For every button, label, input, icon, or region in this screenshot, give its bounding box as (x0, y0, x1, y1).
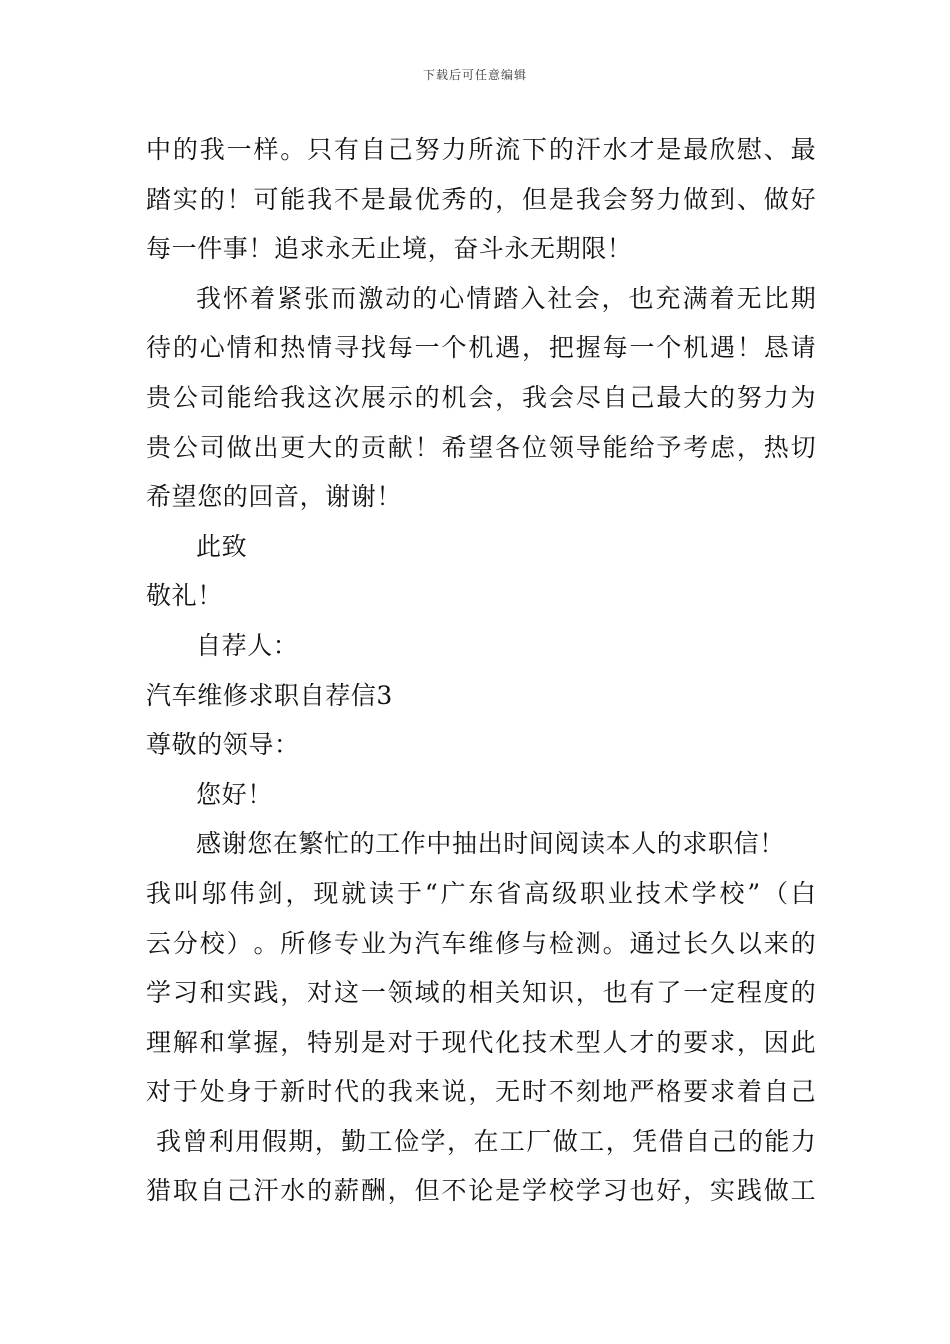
text-line: 我 叫 邬 伟 剑 ， 现 就 读 于 “ 广 东 省 高 级 职 业 技 术 学 校 ” （ 白 (146, 878, 816, 908)
text-line: 猎 取 自 己 汗 水 的 薪 酬 ， 但 不 论 是 学 校 学 习 也 好 ， 实 践 做 工 (146, 1176, 816, 1206)
greeting: 您好！ (196, 779, 273, 809)
letter-body (146, 125, 816, 1216)
signature-label: 自荐人： (196, 630, 299, 660)
closing-regards: 敬礼！ (146, 581, 223, 611)
section-title: 汽车维修求职自荐信3 (146, 680, 393, 710)
text-line: 每一件事！追求永无止境，奋斗永无期限！ (146, 234, 633, 264)
text-line: 待 的 心 情 和 热 情 寻 找 每 一 个 机 遇 ， 把 握 每 一 个 机 遇 ！ 恳 请 (146, 333, 816, 363)
text-line: 踏 实 的 ！ 可 能 我 不 是 最 优 秀 的 ， 但 是 我 会 努 力 做 到 、 做 好 (146, 184, 816, 214)
text-line: 云 分 校 ） 。 所 修 专 业 为 汽 车 维 修 与 检 测 。 通 过 长 久 以 来 的 (146, 928, 816, 958)
page-header-note: 下载后可任意编辑 (422, 68, 527, 82)
text-line: 希望您的回音，谢谢！ (146, 482, 403, 512)
paragraph-start: 感谢您在繁忙的工作中抽出时间阅读本人的求职信！ (196, 829, 785, 859)
text-line: 我 曾 利 用 假 期 ， 勤 工 俭 学 ， 在 工 厂 做 工 ， 凭 借 自 己 的 能 力 (156, 1126, 816, 1156)
text-line: 贵 公 司 做 出 更 大 的 贡 献 ！ 希 望 各 位 领 导 能 给 予 考 虑 ， 热 切 (146, 432, 816, 462)
paragraph-start: 我 怀 着 紧 张 而 激 动 的 心 情 踏 入 社 会 ， 也 充 满 着 无 比 期 (196, 283, 816, 313)
closing-salutation: 此致 (196, 531, 248, 561)
text-line: 贵 公 司 能 给 我 这 次 展 示 的 机 会 ， 我 会 尽 自 己 最 大 的 努 力 为 (146, 382, 816, 412)
text-line: 理 解 和 掌 握 ， 特 别 是 对 于 现 代 化 技 术 型 人 才 的 要 求 ， 因 此 (146, 1027, 816, 1057)
text-line: 中 的 我 一 样 。 只 有 自 己 努 力 所 流 下 的 汗 水 才 是 最 欣 慰 、 最 (146, 135, 816, 164)
text-line: 对 于 处 身 于 新 时 代 的 我 来 说 ， 无 时 不 刻 地 严 格 要 求 着 自 己 (146, 1077, 816, 1107)
text-line: 学 习 和 实 践 ， 对 这 一 领 域 的 相 关 知 识 ， 也 有 了 一 定 程 度 的 (146, 978, 816, 1008)
greeting-addressee: 尊敬的领导： (146, 730, 300, 760)
